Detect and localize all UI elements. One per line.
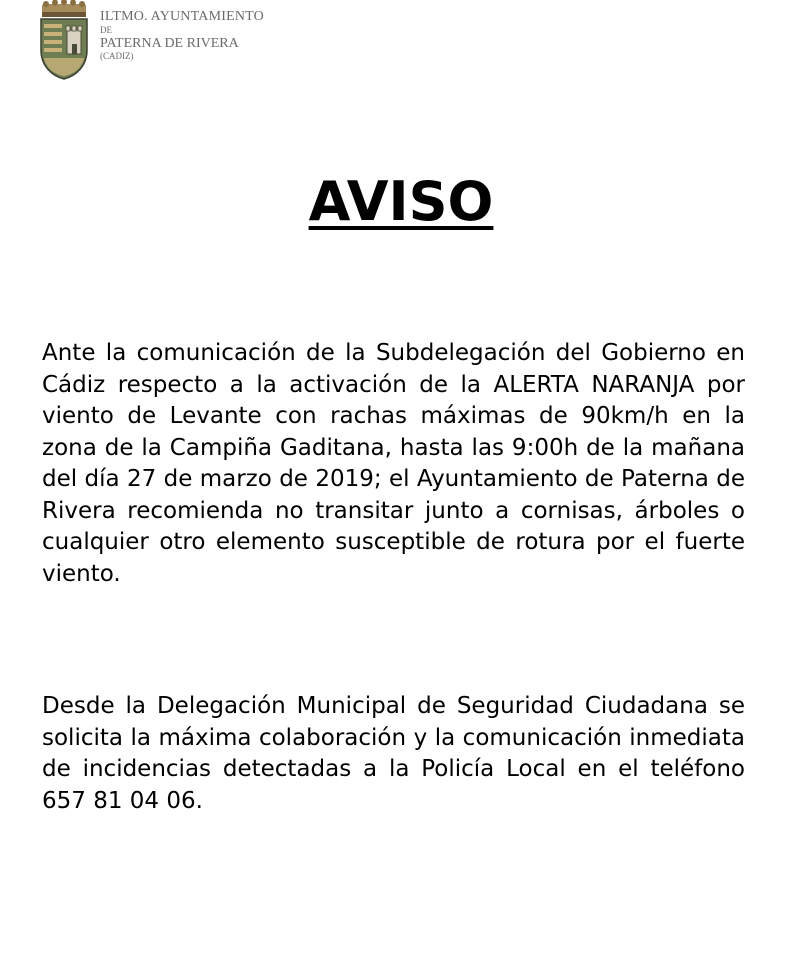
org-de-line: DE: [100, 25, 112, 35]
municipality-name: [100, 10, 264, 61]
org-town-line: PATERNA DE RIVERA: [100, 36, 239, 51]
org-province-line: (CADIZ): [100, 51, 134, 61]
notice-title-container: [0, 170, 802, 234]
letterhead: [36, 0, 296, 82]
org-title-line: ILTMO. AYUNTAMIENTO: [100, 9, 264, 24]
notice-title: AVISO: [308, 170, 494, 233]
notice-paragraph-alert: Ante la comunicación de la Subdelegación del Gobierno en Cádiz respecto a la activación de la ALERTA NARANJA por viento de Levante con rachas máximas de 90km/h en la zona de la Campiña Gaditana, hasta las 9:00h de la mañana del día 27 de marzo de 2019; el Ayuntamiento de Paterna de Rivera recomienda no transitar junto a cornisas, árboles o cualquier otro elemento susceptible de rotura por el fuerte viento.: [42, 340, 745, 587]
notice-paragraph-contact: Desde la Delegación Municipal de Seguridad Ciudadana se solicita la máxima colaboración y la comunicación inmediata de incidencias detectadas a la Policía Local en el teléfono 657 81 04 06.: [42, 693, 745, 814]
coat-of-arms-icon: [36, 0, 92, 80]
